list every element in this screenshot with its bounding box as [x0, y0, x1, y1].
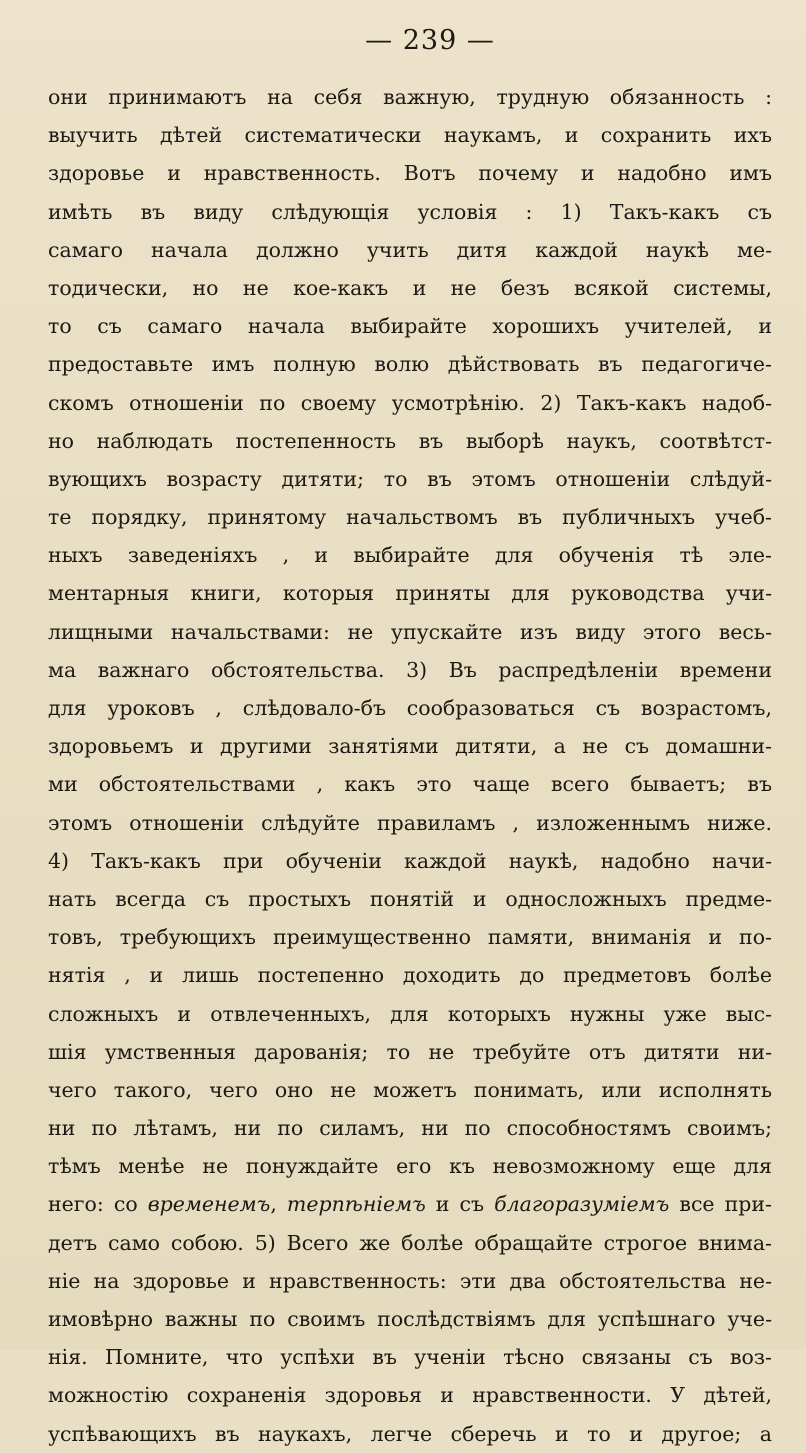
- text-line: ныхъ заведеніяхъ , и выбирайте для обученія тѣ эле-: [48, 543, 772, 568]
- text-line: ми обстоятельствами , какъ это чаще всего бываетъ; въ: [48, 772, 772, 797]
- body-text: [48, 78, 772, 1453]
- text-line: ніе на здоровье и нравственность: эти два обстоятельства не-: [48, 1268, 772, 1293]
- text-line: нятія , и лишь постепенно доходить до предметовъ болѣе: [48, 963, 772, 988]
- text-line: сложныхъ и отвлеченныхъ, для которыхъ нужны уже выс-: [48, 1001, 772, 1026]
- text-line: предоставьте имъ полную волю дѣйствовать въ педагогиче-: [48, 352, 772, 377]
- text-span: ,: [270, 1192, 287, 1217]
- text-line: нія. Помните, что успѣхи въ ученіи тѣсно связаны съ воз-: [48, 1345, 772, 1370]
- text-line: можностію сохраненія здоровья и нравственности. У дѣтей,: [48, 1383, 772, 1408]
- text-line: имѣть въ виду слѣдующія условія : 1) Такъ-какъ съ: [48, 199, 772, 224]
- text-line: те порядку, принятому начальствомъ въ публичныхъ учеб-: [48, 505, 772, 530]
- text-line: чего такого, чего оно не можетъ понимать, или исполнять: [48, 1077, 772, 1102]
- text-line: ма важнаго обстоятельства. 3) Въ распредѣленіи времени: [48, 657, 772, 682]
- italic-word: временемъ: [147, 1192, 271, 1217]
- text-line: но наблюдать постепенность въ выборѣ наукъ, соотвѣтст-: [48, 428, 772, 453]
- text-span: все при-: [669, 1192, 772, 1217]
- text-line: скомъ отношеніи по своему усмотрѣнію. 2) Такъ-какъ надоб-: [48, 390, 772, 415]
- italic-word: терпѣніемъ: [286, 1192, 426, 1217]
- text-line: здоровье и нравственность. Вотъ почему и надобно имъ: [48, 161, 772, 186]
- page-number: — 239 —: [365, 25, 495, 56]
- text-line: то съ самаго начала выбирайте хорошихъ учителей, и: [48, 314, 772, 339]
- text-line: для уроковъ , слѣдовало-бъ сообразоваться съ возрастомъ,: [48, 696, 772, 720]
- text-line: лищными начальствами: не упускайте изъ виду этого весь-: [48, 619, 772, 644]
- text-line: нать всегда съ простыхъ понятій и односложныхъ предме-: [48, 886, 772, 911]
- text-line: ментарныя книги, которыя приняты для руководства учи-: [48, 581, 772, 606]
- text-line: этомъ отношеніи слѣдуйте правиламъ , изложеннымъ ниже.: [48, 810, 772, 835]
- text-span: и съ: [425, 1192, 495, 1217]
- text-line: тодически, но не кое-какъ и не безъ всякой системы,: [48, 275, 772, 300]
- text-line: здоровьемъ и другими занятіями дитяти, а не съ домашни-: [48, 734, 772, 759]
- text-line: они принимаютъ на себя важную, трудную обязанность :: [48, 85, 772, 109]
- text-line: имовѣрно важны по своимъ послѣдствіямъ для успѣшнаго уче-: [48, 1307, 772, 1331]
- text-line: успѣвающихъ въ наукахъ, легче сберечь и то и другое; а: [48, 1421, 772, 1446]
- text-line-italic-words: [48, 1185, 772, 1223]
- text-line: товъ, требующихъ преимущественно памяти, вниманія и по-: [48, 925, 772, 950]
- text-line: ни по лѣтамъ, ни по силамъ, ни по способностямъ своимъ;: [48, 1116, 772, 1141]
- italic-word: благоразуміемъ: [494, 1192, 670, 1217]
- text-line: вующихъ возрасту дитяти; то въ этомъ отношеніи слѣдуй-: [48, 466, 772, 491]
- text-line: шія умственныя дарованія; то не требуйте отъ дитяти ни-: [48, 1039, 772, 1064]
- text-line: выучить дѣтей систематически наукамъ, и сохранить ихъ: [48, 123, 772, 148]
- text-line: детъ само собою. 5) Всего же болѣе обращайте строгое внима-: [48, 1230, 772, 1255]
- text-span: него: со: [48, 1192, 148, 1217]
- text-line: самаго начала должно учить дитя каждой наукѣ ме-: [48, 237, 772, 262]
- text-line: 4) Такъ-какъ при обученіи каждой наукѣ, надобно начи-: [48, 848, 772, 873]
- text-line: тѣмъ менѣе не понуждайте его къ невозможному еще для: [48, 1154, 772, 1179]
